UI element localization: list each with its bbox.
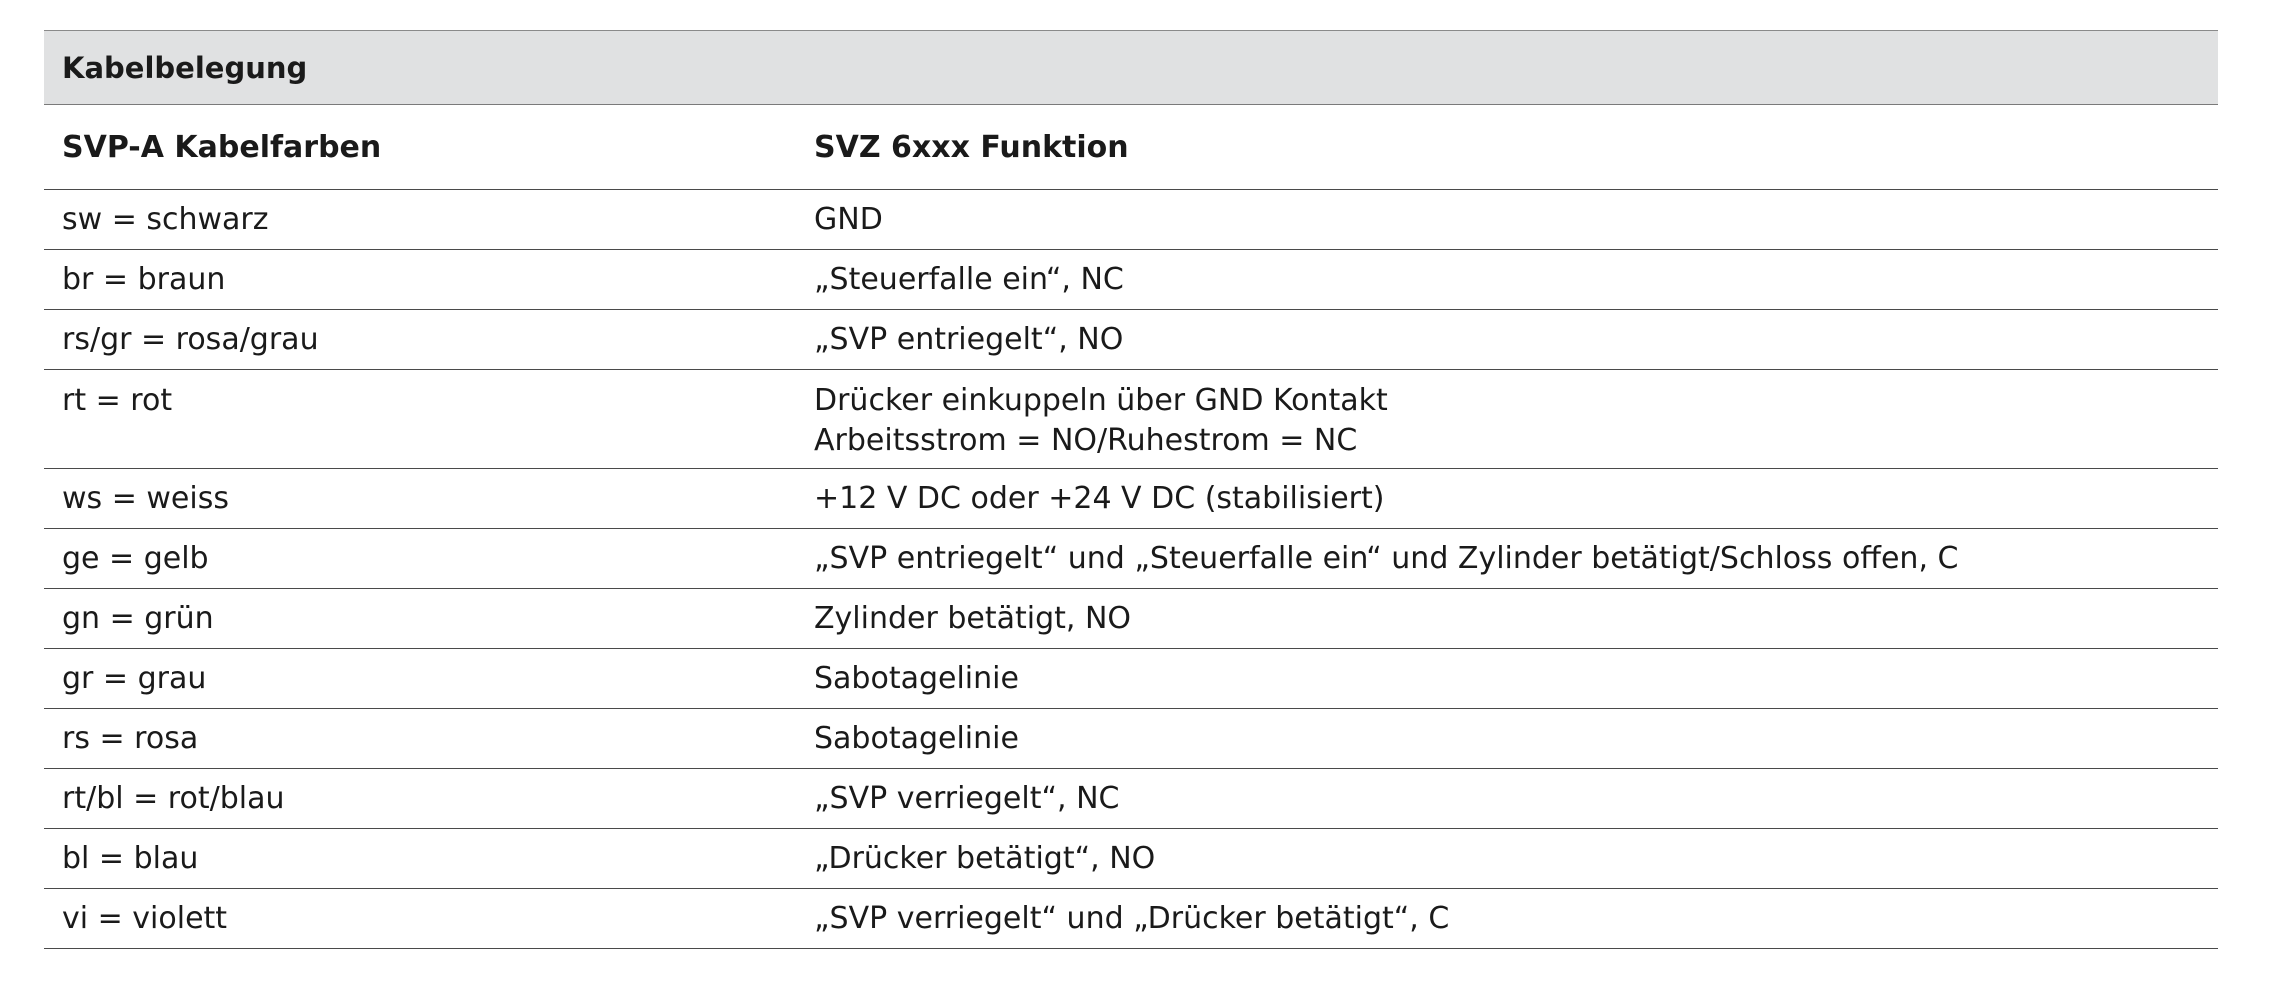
table-title: Kabelbelegung bbox=[44, 31, 2218, 105]
cell-cable-color: br = braun bbox=[44, 250, 796, 310]
cell-function-line: +12 V DC oder +24 V DC (stabilisiert) bbox=[814, 481, 1385, 516]
table-row bbox=[44, 889, 2218, 949]
cell-cable-color: gn = grün bbox=[44, 589, 796, 649]
cell-cable-color: bl = blau bbox=[44, 829, 796, 889]
cell-cable-color: rs = rosa bbox=[44, 709, 796, 769]
cell-cable-color: rs/gr = rosa/grau bbox=[44, 310, 796, 370]
cell-function-line: „SVP entriegelt“ und „Steuerfalle ein“ und Zylinder betätigt/Schloss offen, C bbox=[814, 541, 1959, 576]
cell-function bbox=[796, 190, 2218, 250]
cell-function-line: GND bbox=[814, 202, 883, 237]
cell-function-line: „Steuerfalle ein“, NC bbox=[814, 262, 1124, 297]
cable-assignment-table-container bbox=[44, 30, 2218, 949]
table-row bbox=[44, 829, 2218, 889]
cell-function-line: „SVP verriegelt“ und „Drücker betätigt“, C bbox=[814, 901, 1450, 936]
table-row bbox=[44, 709, 2218, 769]
cell-cable-color: rt = rot bbox=[44, 370, 796, 469]
table-row bbox=[44, 190, 2218, 250]
cell-function-line: Sabotagelinie bbox=[814, 661, 1019, 696]
cell-function bbox=[796, 370, 2218, 469]
table-row bbox=[44, 649, 2218, 709]
table-row bbox=[44, 250, 2218, 310]
cell-function bbox=[796, 889, 2218, 949]
cell-cable-color: rt/bl = rot/blau bbox=[44, 769, 796, 829]
cell-function-line: „SVP verriegelt“, NC bbox=[814, 781, 1120, 816]
cell-function-line: Sabotagelinie bbox=[814, 721, 1019, 756]
table-row bbox=[44, 310, 2218, 370]
cell-function-line: Drücker einkuppeln über GND Kontakt bbox=[814, 383, 1388, 418]
table-row bbox=[44, 370, 2218, 469]
table-header-row bbox=[44, 105, 2218, 190]
table-row bbox=[44, 529, 2218, 589]
cell-function-line: Zylinder betätigt, NO bbox=[814, 601, 1132, 636]
cell-function bbox=[796, 769, 2218, 829]
table-row bbox=[44, 469, 2218, 529]
cell-function bbox=[796, 469, 2218, 529]
cell-function-line: „SVP entriegelt“, NO bbox=[814, 322, 1124, 357]
cell-function bbox=[796, 709, 2218, 769]
cell-function bbox=[796, 310, 2218, 370]
column-header-cable-color: SVP-A Kabelfarben bbox=[44, 105, 796, 190]
cell-cable-color: ge = gelb bbox=[44, 529, 796, 589]
table-body bbox=[44, 190, 2218, 949]
cell-cable-color: vi = violett bbox=[44, 889, 796, 949]
cell-function-line: Arbeitsstrom = NO/Ruhestrom = NC bbox=[814, 423, 1358, 458]
cell-cable-color: ws = weiss bbox=[44, 469, 796, 529]
cell-function bbox=[796, 250, 2218, 310]
cell-cable-color: sw = schwarz bbox=[44, 190, 796, 250]
cell-function bbox=[796, 829, 2218, 889]
table-row bbox=[44, 769, 2218, 829]
cell-function bbox=[796, 649, 2218, 709]
cell-function bbox=[796, 529, 2218, 589]
table-title-row bbox=[44, 31, 2218, 105]
cable-assignment-table bbox=[44, 30, 2218, 949]
column-header-function: SVZ 6xxx Funktion bbox=[796, 105, 2218, 190]
cell-cable-color: gr = grau bbox=[44, 649, 796, 709]
cell-function-line: „Drücker betätigt“, NO bbox=[814, 841, 1156, 876]
table-row bbox=[44, 589, 2218, 649]
cell-function bbox=[796, 589, 2218, 649]
